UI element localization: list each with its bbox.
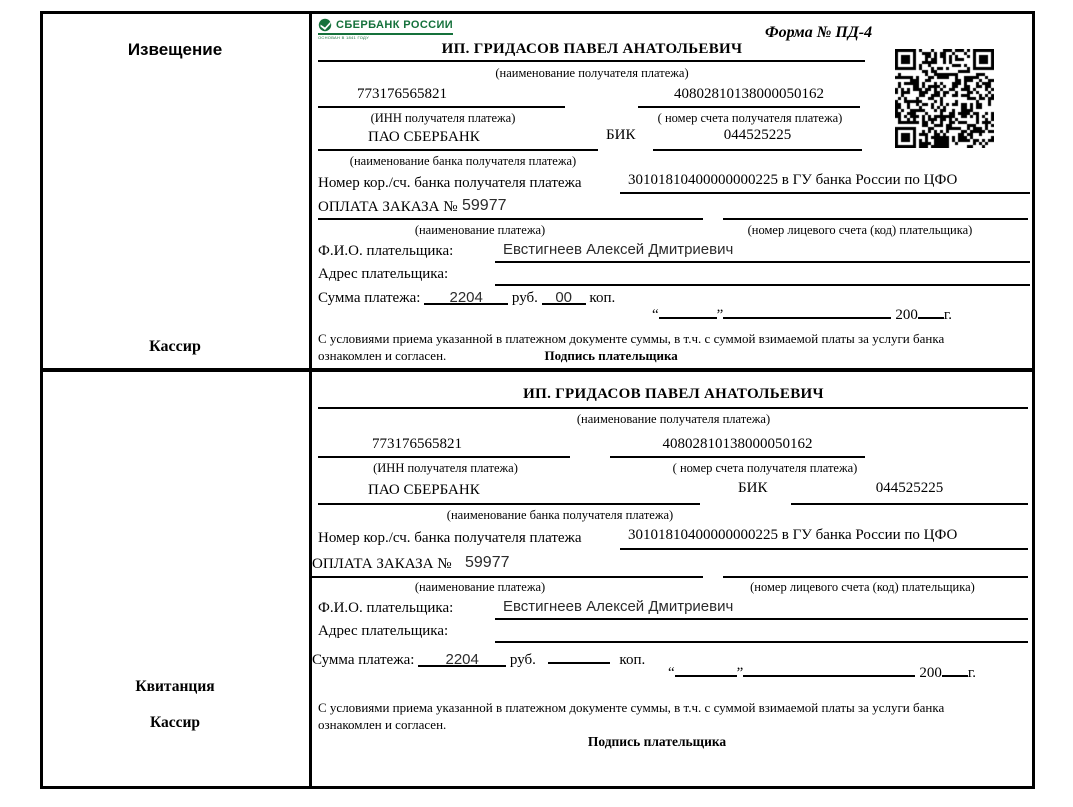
sberbank-logo: [318, 18, 453, 40]
personal-caption-notice: (номер лицевого счета (код) плательщика): [747, 223, 973, 237]
rule: [318, 503, 700, 505]
amount-label-notice: Сумма платежа:: [318, 290, 421, 306]
rub-label-receipt: руб.: [509, 652, 536, 668]
bank-name-notice: ПАО СБЕРБАНК: [368, 129, 480, 145]
rule: [495, 641, 1028, 643]
bank-name-receipt: ПАО СБЕРБАНК: [368, 482, 480, 498]
rule: [318, 218, 703, 220]
corr-label-notice: Номер кор./сч. банка получателя платежа: [318, 175, 582, 191]
bik-value-receipt: 044525225: [875, 480, 944, 496]
payment-caption-receipt: (наименование платежа): [414, 580, 546, 594]
amount-kop-receipt: [548, 648, 610, 664]
quote-open: “: [668, 665, 675, 681]
stub-receipt-label: Квитанция: [135, 678, 215, 695]
payee-caption-receipt: (наименование получателя платежа): [576, 412, 771, 426]
date-line-notice: [652, 303, 952, 324]
bik-value-notice: 044525225: [723, 127, 792, 143]
inn-caption-notice: (ИНН получателя платежа): [370, 111, 516, 125]
section-divider: [40, 368, 1035, 372]
rule: [318, 106, 565, 108]
payee-name-notice: ИП. ГРИДАСОВ ПАВЕЛ АНАТОЛЬЕВИЧ: [441, 41, 743, 57]
rule: [495, 618, 1028, 620]
rule: [495, 284, 1030, 286]
agreement-line2-notice: [318, 347, 994, 364]
quote-close: ”: [716, 307, 724, 323]
rule: [723, 218, 1028, 220]
blank-day: [659, 303, 717, 319]
payee-name-receipt: ИП. ГРИДАСОВ ПАВЕЛ АНАТОЛЬЕВИЧ: [523, 386, 824, 402]
agreement-line2-receipt: ознакомлен и согласен.: [318, 717, 447, 732]
payee-caption-notice: (наименование получателя платежа): [495, 66, 689, 80]
rule: [318, 60, 865, 62]
order-number-notice: 59977: [462, 197, 507, 214]
quote-close: ”: [736, 665, 744, 681]
fio-value-notice: Евстигнеев Алексей Дмитриевич: [503, 241, 734, 258]
kop-label-receipt: коп.: [619, 652, 646, 668]
rule: [318, 149, 598, 151]
signature-label-receipt: Подпись плательщика: [587, 734, 727, 749]
rule: [653, 149, 862, 151]
form-number: Форма № ПД-4: [765, 24, 873, 41]
bik-label-receipt: БИК: [738, 480, 768, 496]
rule: [620, 192, 1030, 194]
account-caption-notice: ( номер счета получателя платежа): [657, 111, 843, 125]
address-label-notice: Адрес плательщика:: [318, 266, 449, 282]
agreement-notice: [318, 330, 994, 364]
payment-caption-notice: (наименование платежа): [414, 223, 546, 237]
account-caption-receipt: ( номер счета получателя платежа): [672, 461, 858, 475]
rub-label-notice: руб.: [511, 290, 538, 306]
amount-label-receipt: Сумма платежа:: [312, 652, 415, 668]
amount-rub-notice: 2204: [424, 289, 508, 305]
inn-caption-receipt: (ИНН получателя платежа): [373, 461, 518, 475]
year-prefix: 200: [919, 665, 942, 681]
year-prefix: 200: [895, 307, 918, 323]
address-label-receipt: Адрес плательщика:: [318, 623, 449, 639]
rule: [638, 106, 860, 108]
blank-month: [723, 303, 891, 319]
fio-value-receipt: Евстигнеев Алексей Дмитриевич: [503, 598, 734, 615]
year-suffix: г.: [967, 665, 977, 681]
rule: [312, 576, 703, 578]
date-line-receipt: [668, 661, 976, 682]
inn-value-receipt: 773176565821: [372, 436, 462, 452]
rule: [791, 503, 1028, 505]
qr-code: [895, 49, 994, 148]
rule: [723, 576, 1028, 578]
account-value-notice: 40802810138000050162: [674, 86, 824, 102]
agreement-receipt: [318, 699, 994, 733]
blank-day: [675, 661, 737, 677]
blank-year: [918, 303, 944, 319]
agreement-line2-text: ознакомлен и согласен.: [318, 348, 447, 363]
stub-cashier-label-receipt: Кассир: [149, 714, 201, 731]
sberbank-emblem-icon: [318, 18, 332, 32]
bik-label-notice: БИК: [606, 127, 636, 143]
amount-line-notice: [318, 289, 615, 307]
amount-kop-notice: 00: [542, 289, 586, 305]
personal-caption-receipt: (номер лицевого счета (код) плательщика): [750, 580, 975, 594]
sberbank-logo-text: СБЕРБАНК РОССИИ: [336, 19, 454, 31]
quote-open: “: [652, 307, 659, 323]
stub-notice-label: Извещение: [127, 40, 223, 59]
signature-label-notice: Подпись плательщика: [544, 348, 678, 363]
bank-caption-receipt: (наименование банка получателя платежа): [446, 508, 674, 522]
blank-year: [942, 661, 968, 677]
sberbank-logo-tagline: ОСНОВАН В 1841 ГОДУ: [318, 35, 369, 40]
stub-cashier-label-notice: Кассир: [149, 338, 201, 355]
payment-label-receipt: ОПЛАТА ЗАКАЗА №: [312, 556, 452, 572]
fio-label-receipt: Ф.И.О. плательщика:: [318, 600, 454, 616]
rule: [318, 456, 570, 458]
rule: [495, 261, 1030, 263]
corr-value-receipt: 30101810400000000225 в ГУ банка России по ЦФО: [628, 527, 958, 543]
fio-label-notice: Ф.И.О. плательщика:: [318, 243, 454, 259]
agreement-line1-receipt: С условиями приема указанной в платежном документе суммы, в т.ч. с суммой взимаемой платы за услуги банка: [318, 700, 945, 715]
blank-month: [743, 661, 915, 677]
amount-rub-receipt: 2204: [418, 651, 506, 667]
bank-caption-notice: (наименование банка получателя платежа): [349, 154, 577, 168]
inn-value-notice: 773176565821: [357, 86, 447, 102]
payment-label-notice: ОПЛАТА ЗАКАЗА №: [318, 199, 458, 215]
rule: [318, 407, 1028, 409]
corr-label-receipt: Номер кор./сч. банка получателя платежа: [318, 530, 582, 546]
order-number-receipt: 59977: [465, 554, 510, 571]
rule: [610, 456, 865, 458]
corr-value-notice: 30101810400000000225 в ГУ банка России по ЦФО: [628, 172, 958, 188]
year-suffix: г.: [943, 307, 953, 323]
amount-line-receipt: [312, 648, 645, 669]
rule: [620, 548, 1028, 550]
agreement-line1-notice: С условиями приема указанной в платежном документе суммы, в т.ч. с суммой взимаемой платы за услуги банка: [318, 331, 945, 346]
account-value-receipt: 40802810138000050162: [662, 436, 813, 452]
kop-label-notice: коп.: [589, 290, 616, 306]
